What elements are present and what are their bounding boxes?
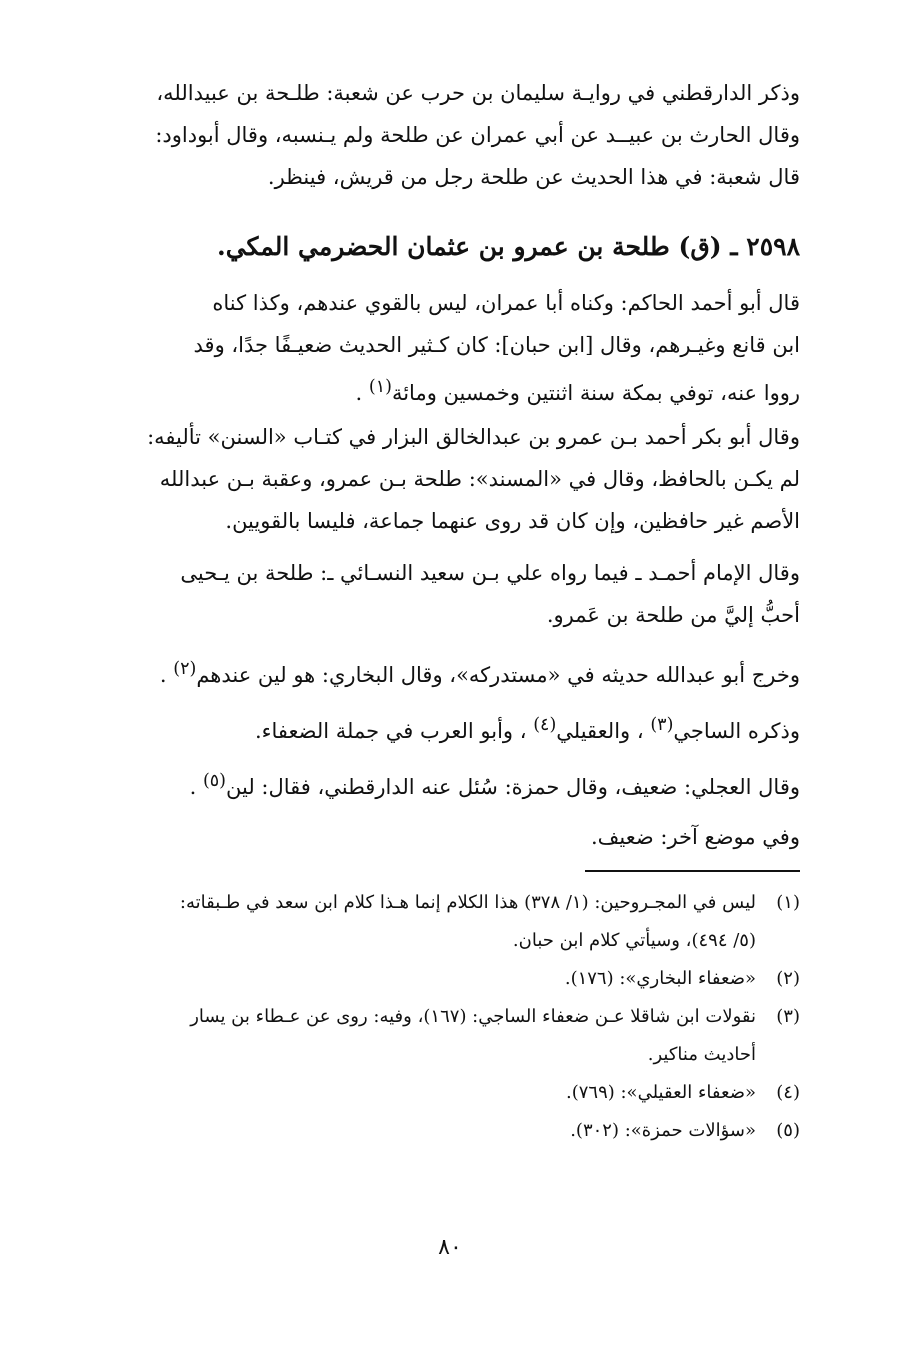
footnote-line [90, 884, 800, 922]
footnote-line [90, 998, 800, 1036]
text-line [90, 648, 800, 696]
footnote-ref: (٤) [533, 715, 557, 735]
paragraph-other [90, 816, 800, 858]
footnote-number: (٢) [776, 968, 800, 989]
text-line: وذكر الدارقطني في روايـة سليمان بن حرب عن شعبة: طلـحة بن عبيدالله، [156, 81, 800, 105]
footnote-separator [585, 870, 800, 872]
footnote-4 [90, 1074, 800, 1112]
entry-heading [90, 226, 800, 268]
text-line: لم يكـن بالحافظ، وقال في «المسند»: طلحة بـن عمرو، وعقبة بـن عبدالله [159, 467, 800, 491]
book-page [90, 0, 800, 1353]
text-fragment: وقال العجلي: ضعيف، وقال حمزة: سُئل عنه الدارقطني، فقال: لين [226, 775, 800, 799]
text-line: وقال أبو بكر أحمد بـن عمرو بن عبدالخالق البزار في كتـاب «السنن» تأليفه: [147, 425, 800, 449]
paragraph-ijli [90, 760, 800, 808]
paragraph-bukhari [90, 648, 800, 696]
footnote-2 [90, 960, 800, 998]
text-line: قال أبو أحمد الحاكم: وكناه أبا عمران، ليس بالقوي عندهم، وكذا كناه [212, 291, 800, 315]
text-line: ابن قانع وغيـرهم، وقال [ابن حبان]: كان كـثير الحديث ضعيـفًا جدًا، وقد [193, 333, 800, 357]
page-number: ٨٠ [438, 1235, 462, 1260]
paragraph-ahmad [90, 552, 800, 636]
text-line [90, 704, 800, 752]
footnote-text: نقولات ابن شاقلا عـن ضعفاء الساجي: (١٦٧)، وفيه: روى عن عـطاء بن يسار [190, 1006, 756, 1027]
text-fragment: . [159, 663, 167, 687]
text-line: الأصم غير حافظين، وإن كان قد روى عنهما جماعة، فليسا بالقويين. [225, 509, 800, 533]
footnote-3 [90, 998, 800, 1074]
footnote-text: ليس في المجـروحين: (١/ ٣٧٨) هذا الكلام إنما هـذا كلام ابن سعد في طـبقاته: [179, 892, 756, 913]
text-line [90, 760, 800, 808]
paragraph-bazzar [90, 416, 800, 542]
text-line [90, 366, 800, 414]
footnote-5 [90, 1112, 800, 1150]
text-line: قال شعبة: في هذا الحديث عن طلحة رجل من قريش، فينظر. [267, 165, 800, 189]
footnote-line [90, 1112, 800, 1150]
footnote-line [90, 960, 800, 998]
footnote-ref: (٥) [202, 771, 226, 791]
footnote-ref: (١) [368, 377, 392, 397]
text-fragment: . [355, 381, 363, 405]
footnote-ref: (٢) [173, 659, 197, 679]
footnote-text: «سؤالات حمزة»: (٣٠٢). [570, 1120, 756, 1141]
text-line: وقال الإمام أحمـد ـ فيما رواه علي بـن سعيد النسـائي ـ: طلحة بن يـحيى [180, 561, 800, 585]
footnote-text: «ضعفاء البخاري»: (١٧٦). [564, 968, 756, 989]
text-fragment: ، والعقيلي [556, 719, 644, 743]
text-fragment: وخرج أبو عبدالله حديثه في «مستدركه»، وقال البخاري: هو لين عندهم [196, 663, 800, 687]
paragraph-saji [90, 704, 800, 752]
text-fragment: وذكره الساجي [673, 719, 800, 743]
text-line: أحبُّ إليَّ من طلحة بن عَمرو. [546, 603, 800, 627]
entry-title: ٢٥٩٨ ـ (ق) طلحة بن عمرو بن عثمان الحضرمي المكي. [216, 232, 800, 261]
paragraph-hakim [90, 282, 800, 414]
text-fragment: رووا عنه، توفي بمكة سنة اثنتين وخمسين ومائة [391, 381, 800, 405]
text-fragment: ، وأبو العرب في جملة الضعفاء. [254, 719, 527, 743]
text-line: وقال الحارث بن عبيــد عن أبي عمران عن طلحة ولم يـنسبه، وقال أبوداود: [155, 123, 800, 147]
footnotes [90, 884, 800, 1150]
footnote-number: (١) [776, 892, 800, 913]
footnote-line: (٥/ ٤٩٤)، وسيأتي كلام ابن حبان. [512, 930, 756, 951]
footnote-number: (٤) [776, 1082, 800, 1103]
footnote-number: (٣) [776, 1006, 800, 1027]
text-line: وفي موضع آخر: ضعيف. [590, 825, 800, 849]
footnote-1 [90, 884, 800, 960]
footnote-text: «ضعفاء العقيلي»: (٧٦٩). [565, 1082, 756, 1103]
footnote-ref: (٣) [650, 715, 674, 735]
footnote-line: أحاديث مناكير. [647, 1044, 756, 1065]
text-fragment: . [189, 775, 197, 799]
paragraph-daraqutni [90, 72, 800, 198]
footnote-line [90, 1074, 800, 1112]
footnote-number: (٥) [776, 1120, 800, 1141]
